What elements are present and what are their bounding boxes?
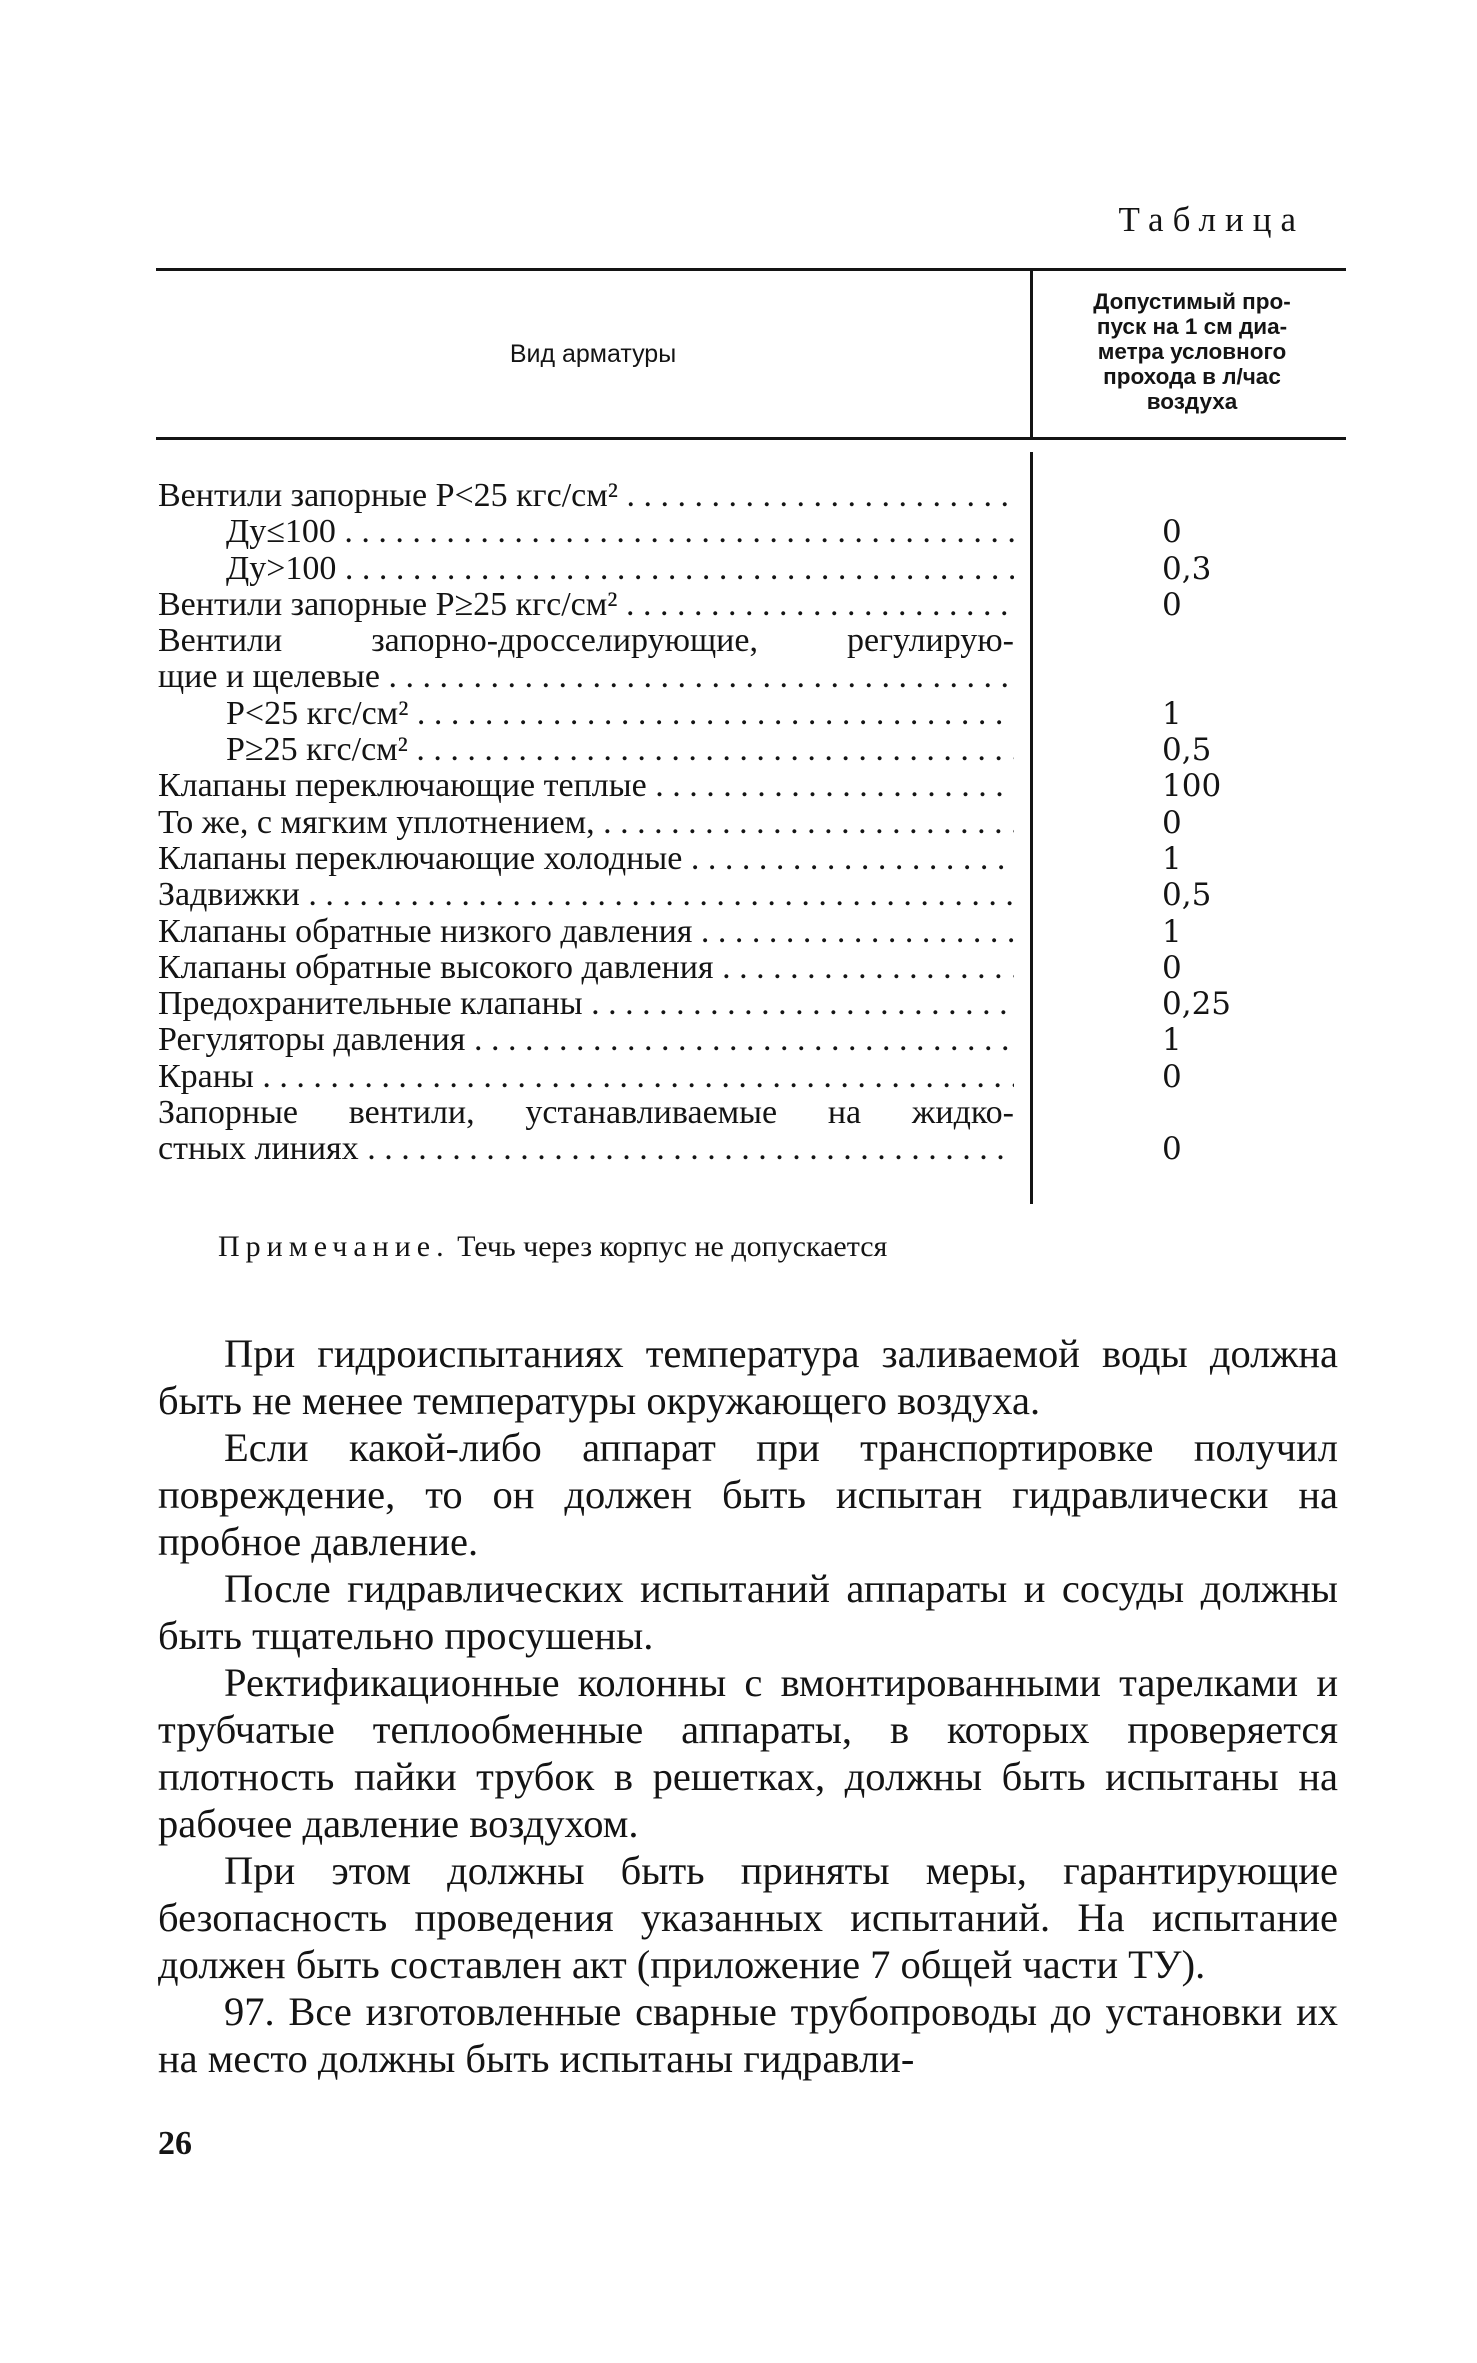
table-row [158, 587, 1338, 623]
row-label: Краны . . . [158, 1059, 1014, 1095]
row-label: щие и щелевые . . . [158, 659, 1014, 695]
column-header-line: Допустимый про- [1093, 289, 1291, 314]
row-value: 0,5 [1162, 877, 1212, 914]
column-header-line: метра условного [1097, 339, 1287, 364]
table-row [158, 841, 1338, 877]
table-row [158, 768, 1338, 804]
row-label: Предохранительные клапаны . . . [158, 986, 1014, 1022]
row-label: Вентили запорные P≥25 кгс/см² . . . [158, 587, 1014, 623]
row-value: 1 [1162, 695, 1182, 732]
note-label: Примечание. [218, 1230, 450, 1263]
row-label: Вентили запорные P<25 кгс/см² . . . [158, 478, 1014, 514]
table-row [158, 950, 1338, 986]
table-row [158, 805, 1338, 841]
table-header-rule [156, 437, 1346, 440]
table-row [158, 1131, 1338, 1167]
paragraph: Ректификационные колонны с вмонтированными тарелками и трубчатые теплообменные аппараты, в которых проверяется плотность пайки трубок в решетках, должны быть испытаны на рабочее давление воздухом. [158, 1660, 1338, 1846]
column-header-fitting-type: Вид арматуры [509, 340, 677, 368]
table-top-rule [156, 268, 1346, 271]
row-label: Клапаны обратные высокого давления . . . [158, 950, 1014, 986]
row-value: 1 [1162, 1022, 1182, 1059]
column-header-line: воздуха [1146, 389, 1238, 414]
paragraph: После гидравлических испытаний аппараты и сосуды должны быть тщательно просушены. [158, 1566, 1338, 1658]
column-header-line: пуск на 1 см диа- [1096, 314, 1288, 339]
table-body [158, 478, 1338, 1168]
row-label: Клапаны переключающие теплые . . . [158, 768, 1014, 804]
paragraph: 97. Все изготовленные сварные трубопроводы до установки их на место должны быть испытаны гидравли- [158, 1989, 1338, 2081]
table-row [158, 986, 1338, 1022]
row-value: 1 [1162, 913, 1182, 950]
row-value: 0,3 [1162, 550, 1212, 587]
paragraph: Если какой-либо аппарат при транспортировке получил повреждение, то он должен быть испытан гидравлически на пробное давление. [158, 1425, 1338, 1564]
row-value: 0,25 [1162, 986, 1232, 1023]
row-value: 0 [1162, 1058, 1182, 1095]
table-header-divider [1030, 271, 1033, 437]
table-row [158, 696, 1338, 732]
row-label: Регуляторы давления . . . [158, 1022, 1014, 1058]
column-header-line: прохода в л/час [1103, 364, 1281, 389]
table-note [218, 1230, 887, 1264]
table-row [158, 877, 1338, 913]
table-row [158, 623, 1338, 659]
paragraph: При этом должны быть приняты меры, гарантирующие безопасность проведения указанных испытаний. На испытание должен быть составлен акт (приложение 7 общей части ТУ). [158, 1848, 1338, 1987]
row-value: 0 [1162, 1131, 1182, 1168]
column-header-allowed-leak [1036, 289, 1348, 414]
row-label: P<25 кгс/см² . . . [226, 696, 1014, 732]
table-row [158, 732, 1338, 768]
row-label: P≥25 кгс/см² . . . [226, 732, 1014, 768]
table-row [158, 914, 1338, 950]
body-text [158, 1330, 1338, 2082]
table-row [158, 551, 1338, 587]
table-row [158, 1095, 1338, 1131]
row-value: 0 [1162, 586, 1182, 623]
row-label: Задвижки . . . [158, 877, 1014, 913]
row-label: Клапаны обратные низкого давления . . . [158, 914, 1014, 950]
row-value: 0 [1162, 514, 1182, 551]
row-value: 0 [1162, 804, 1182, 841]
page-number: 26 [158, 2125, 192, 2162]
row-label: стных линиях . . . [158, 1131, 1014, 1167]
row-label: Запорные вентили, устанавливаемые на жидко- [158, 1095, 1014, 1132]
row-label: Вентили запорно-дросселирующие, регулирую- [158, 623, 1014, 660]
row-label: То же, с мягким уплотнением, . . . [158, 805, 1014, 841]
row-label: Ду>100 . . . [226, 551, 1014, 587]
row-value: 0 [1162, 949, 1182, 986]
row-label: Клапаны переключающие холодные . . . [158, 841, 1014, 877]
table-row [158, 478, 1338, 514]
note-text: Течь через корпус не допускается [457, 1230, 888, 1263]
row-value: 0,5 [1162, 732, 1212, 769]
row-value: 100 [1162, 768, 1222, 805]
paragraph: При гидроиспытаниях температура заливаемой воды должна быть не менее температуры окружающего воздуха. [158, 1331, 1338, 1423]
row-value: 1 [1162, 840, 1182, 877]
table-caption: Таблица [1118, 200, 1305, 239]
table-row [158, 1022, 1338, 1058]
table-row [158, 514, 1338, 550]
table-row [158, 659, 1338, 695]
table-row [158, 1059, 1338, 1095]
row-label: Ду≤100 . . . [226, 514, 1014, 550]
